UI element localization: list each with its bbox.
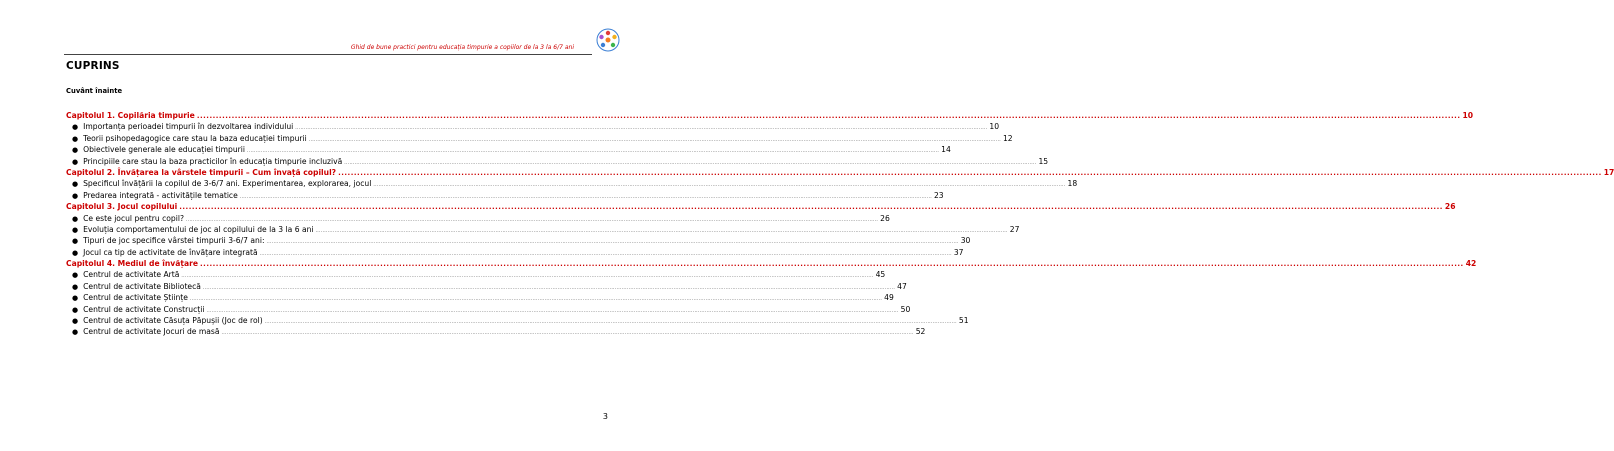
- toc-chapter-row[interactable]: [66, 167, 1614, 178]
- dot-leader: ................................................................................................................................................................................................................................................................................................................................................................................................................: [373, 183, 1066, 189]
- toc-entry-title: Principiile care stau la baza practicilor în educația timpurie incluzivă: [83, 156, 343, 166]
- toc-entry-page: 27: [1009, 224, 1020, 234]
- dot-leader: ................................................................................................................................................................................................................................................................................................................................................................................................................: [206, 308, 899, 314]
- toc-entry-title: Evoluția comportamentului de joc al copilului de la 3 la 6 ani: [83, 224, 314, 234]
- dot-leader: ................................................................................................................................................................................................................................................................................................................................................................................................................: [308, 137, 1001, 143]
- dot-leader: ................................................................................................................................................................................................................................................................................................................................................................................................................: [200, 260, 1464, 269]
- toc-item-row[interactable]: [66, 235, 971, 246]
- toc-entry-title: Centrul de activitate Științe: [83, 293, 188, 303]
- toc-entry-title: Centrul de activitate Căsuța Păpușii (Joc de rol): [83, 316, 263, 326]
- toc-item-row[interactable]: [66, 190, 944, 201]
- toc-entry-page: 45: [875, 270, 886, 280]
- toc-entry-page: 17: [1603, 167, 1614, 177]
- bullet-icon: ●: [72, 237, 79, 246]
- toc-item-row[interactable]: [66, 156, 1049, 167]
- toc-entry-title: Capitolul 4. Mediul de învățare: [66, 259, 199, 269]
- dot-leader: ................................................................................................................................................................................................................................................................................................................................................................................................................: [179, 203, 1443, 212]
- toc-entry-page: 15: [1038, 156, 1049, 166]
- toc-item-row[interactable]: [66, 315, 969, 326]
- bullet-icon: ●: [72, 317, 79, 326]
- toc-entry-page: 26: [1444, 202, 1456, 212]
- toc-entry-page: 26: [880, 213, 890, 223]
- toc-entry-title: Capitolul 3. Jocul copilului: [66, 202, 178, 212]
- bullet-icon: ●: [72, 146, 79, 155]
- dot-leader: ................................................................................................................................................................................................................................................................................................................................................................................................................: [315, 228, 1008, 234]
- intro-entry: Cuvânt înainte: [66, 87, 123, 95]
- bullet-icon: ●: [72, 282, 79, 291]
- page-title: CUPRINS: [66, 60, 120, 72]
- dot-leader: ................................................................................................................................................................................................................................................................................................................................................................................................................: [239, 194, 932, 200]
- dot-leader: ................................................................................................................................................................................................................................................................................................................................................................................................................: [181, 274, 874, 280]
- dot-leader: ................................................................................................................................................................................................................................................................................................................................................................................................................: [247, 149, 940, 155]
- toc-entry-title: Obiectivele generale ale educației timpurii: [83, 145, 245, 155]
- toc-entry-title: Importanța perioadei timpurii în dezvoltarea individului: [83, 122, 294, 132]
- header-divider: [64, 54, 592, 55]
- toc-item-row[interactable]: [66, 133, 1013, 144]
- dot-leader: ................................................................................................................................................................................................................................................................................................................................................................................................................: [295, 126, 988, 132]
- toc-entry-page: 18: [1067, 179, 1078, 189]
- toc-entry-title: Ce este jocul pentru copil?: [83, 213, 184, 223]
- dot-leader: ................................................................................................................................................................................................................................................................................................................................................................................................................: [189, 297, 883, 303]
- toc-entry-page: 51: [958, 316, 969, 326]
- toc-entry-title: Teorii psihopedagogice care stau la baza educației timpurii: [83, 133, 307, 143]
- toc-item-row[interactable]: [66, 178, 1078, 189]
- dot-leader: ................................................................................................................................................................................................................................................................................................................................................................................................................: [185, 217, 879, 223]
- bullet-icon: ●: [72, 225, 79, 234]
- toc-entry-title: Capitolul 1. Copilăria timpurie: [66, 111, 195, 120]
- toc-entry-title: Predarea integrată - activitățile tematice: [83, 190, 238, 200]
- toc-entry-page: 37: [953, 247, 964, 257]
- bullet-icon: ●: [72, 134, 79, 143]
- bullet-icon: ●: [72, 214, 79, 223]
- page-number: 3: [602, 412, 608, 421]
- toc-entry-page: 10: [1462, 111, 1474, 120]
- bullet-icon: ●: [72, 271, 79, 280]
- toc-entry-title: Capitolul 2. Învățarea la vârstele timpurii – Cum învață copilul?: [66, 167, 337, 177]
- dot-leader: ................................................................................................................................................................................................................................................................................................................................................................................................................: [344, 160, 1037, 166]
- colorful-children-logo-icon: [596, 28, 620, 52]
- toc-item-row[interactable]: [66, 304, 911, 315]
- dot-leader: ................................................................................................................................................................................................................................................................................................................................................................................................................: [196, 112, 1461, 120]
- header-title: Ghid de bune practici pentru educația timpurie a copiilor de la 3 la 6/7 ani: [350, 44, 574, 51]
- toc-chapter-row[interactable]: [66, 110, 1474, 121]
- toc-entry-title: Centrul de activitate Jocuri de masă: [83, 327, 220, 337]
- dot-leader: ................................................................................................................................................................................................................................................................................................................................................................................................................: [202, 285, 896, 291]
- toc-entry-page: 49: [884, 293, 894, 303]
- toc-entry-title: Centrul de activitate Construcții: [83, 304, 205, 314]
- bullet-icon: ●: [72, 123, 79, 132]
- toc-entry-page: 10: [989, 122, 1000, 132]
- bullet-icon: ●: [72, 305, 79, 314]
- toc-entry-title: Centrul de activitate Bibliotecă: [83, 281, 201, 291]
- toc-entry-page: 30: [960, 236, 971, 246]
- table-of-contents: [66, 110, 1614, 338]
- dot-leader: ................................................................................................................................................................................................................................................................................................................................................................................................................: [221, 331, 914, 337]
- bullet-icon: ●: [72, 248, 79, 257]
- toc-item-row[interactable]: [66, 269, 886, 280]
- toc-item-row[interactable]: [66, 326, 926, 337]
- bullet-icon: ●: [72, 191, 79, 200]
- toc-entry-title: Jocul ca tip de activitate de învățare integrată: [83, 247, 258, 257]
- toc-entry-title: Centrul de activitate Artă: [83, 270, 180, 280]
- toc-chapter-row[interactable]: [66, 258, 1477, 269]
- toc-item-row[interactable]: [66, 281, 907, 292]
- dot-leader: ................................................................................................................................................................................................................................................................................................................................................................................................................: [338, 168, 1602, 177]
- toc-entry-title: Specificul învățării la copilul de 3-6/7 ani. Experimentarea, explorarea, jocul: [83, 179, 372, 189]
- dot-leader: ................................................................................................................................................................................................................................................................................................................................................................................................................: [266, 240, 959, 246]
- toc-item-row[interactable]: [66, 213, 890, 224]
- toc-entry-page: 50: [900, 304, 911, 314]
- bullet-icon: ●: [72, 328, 79, 337]
- bullet-icon: ●: [72, 294, 79, 303]
- toc-entry-page: 42: [1465, 259, 1477, 269]
- dot-leader: ................................................................................................................................................................................................................................................................................................................................................................................................................: [264, 320, 957, 326]
- toc-entry-page: 47: [897, 281, 907, 291]
- toc-entry-title: Tipuri de joc specifice vârstei timpurii 3-6/7 ani:: [83, 236, 265, 246]
- toc-item-row[interactable]: [66, 247, 964, 258]
- toc-item-row[interactable]: [66, 292, 894, 303]
- toc-item-row[interactable]: [66, 144, 951, 155]
- bullet-icon: ●: [72, 157, 79, 166]
- toc-chapter-row[interactable]: [66, 201, 1456, 212]
- toc-entry-page: 52: [915, 327, 926, 337]
- bullet-icon: ●: [72, 180, 79, 189]
- toc-entry-page: 23: [933, 190, 944, 200]
- dot-leader: ................................................................................................................................................................................................................................................................................................................................................................................................................: [259, 251, 952, 257]
- toc-entry-page: 14: [941, 145, 951, 155]
- toc-item-row[interactable]: [66, 121, 1000, 132]
- toc-item-row[interactable]: [66, 224, 1020, 235]
- toc-entry-page: 12: [1002, 133, 1013, 143]
